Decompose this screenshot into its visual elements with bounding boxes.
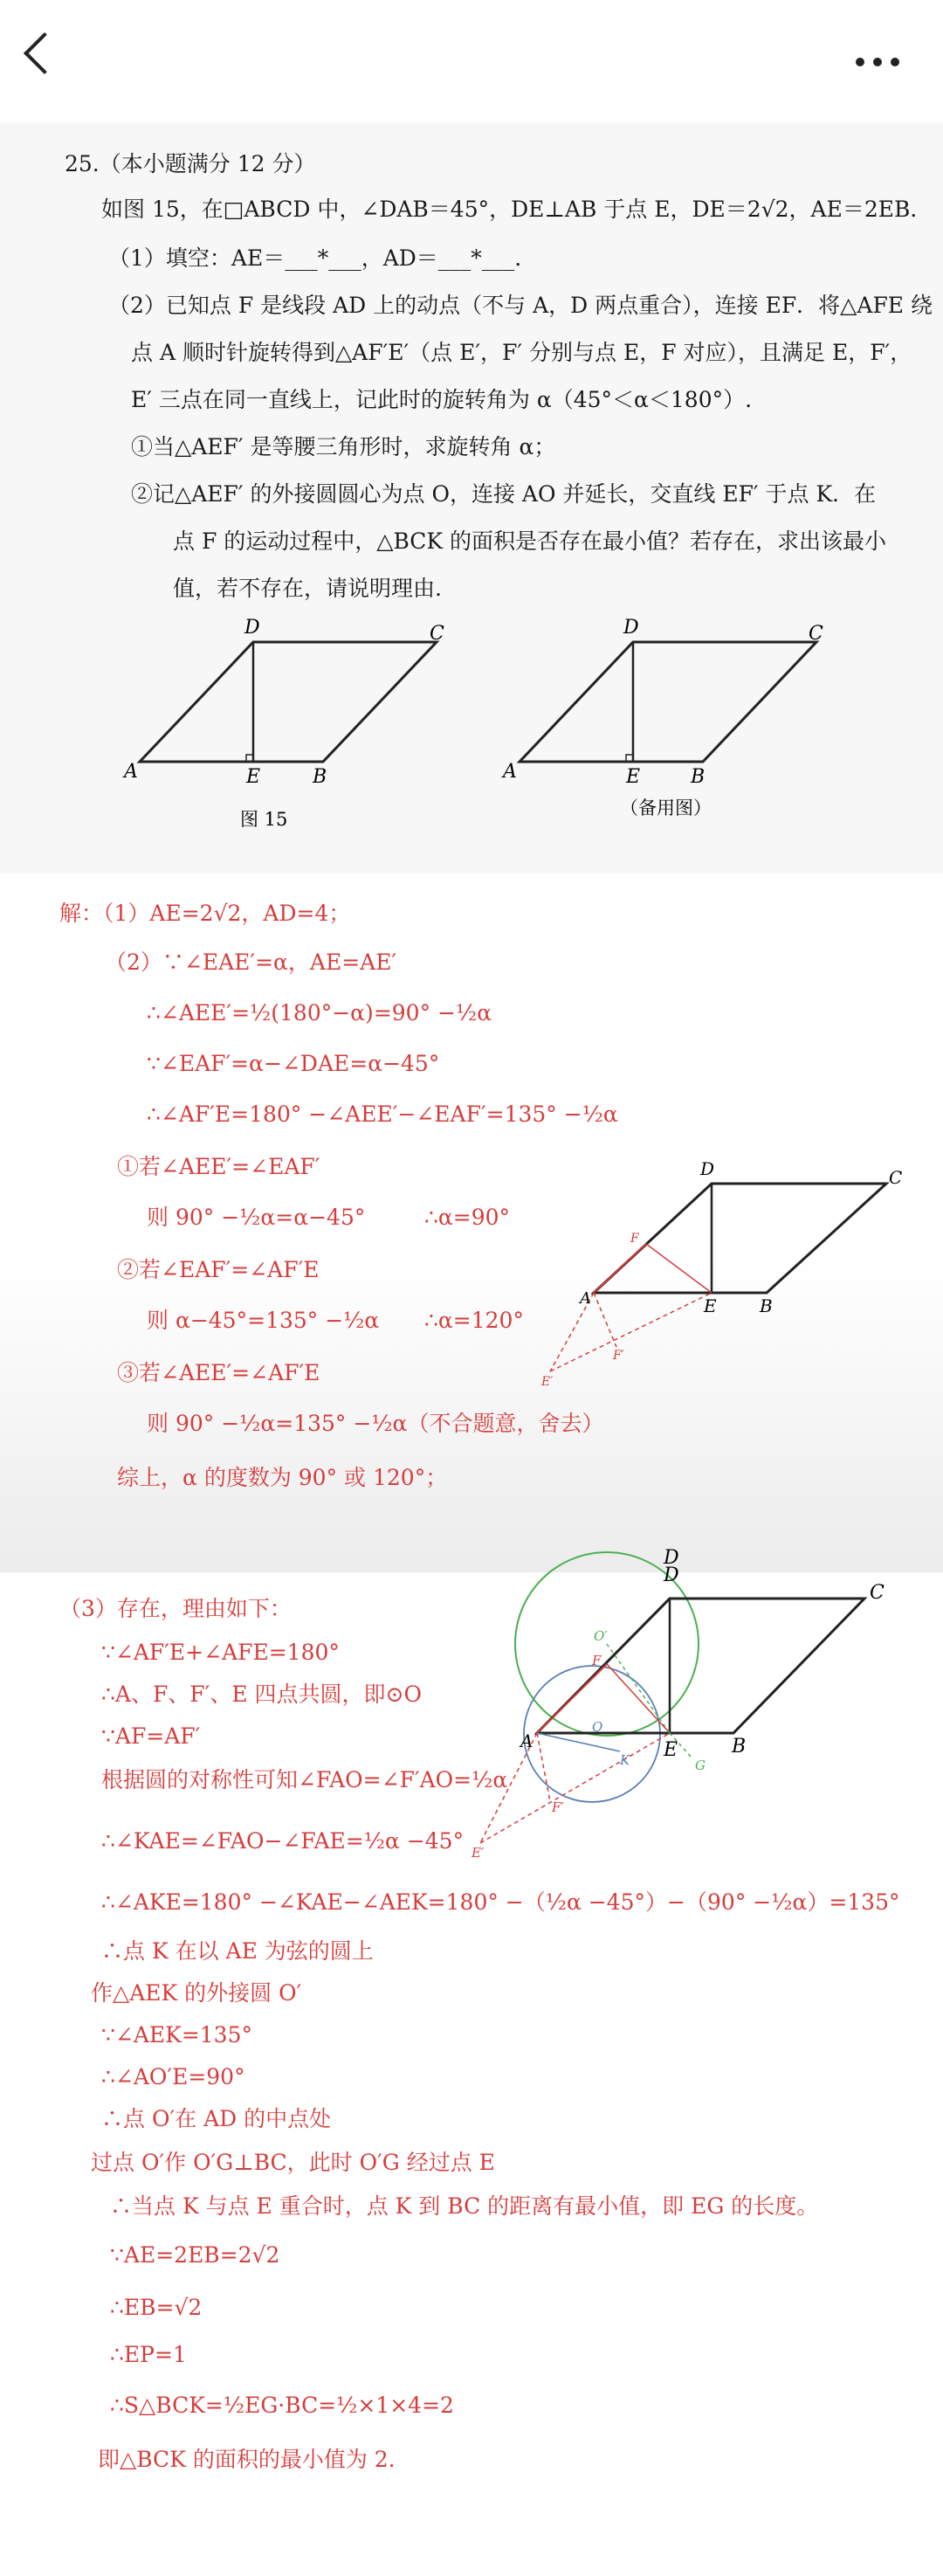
question-1: （1）填空：AE＝___*___，AD＝___*___. — [108, 245, 522, 271]
label-o: O — [592, 1719, 603, 1735]
solution-line: ∴EP=1 — [110, 2342, 187, 2367]
label-c: C — [430, 623, 444, 645]
spare-figure-caption: （备用图） — [620, 798, 712, 818]
label-d: D — [700, 1158, 715, 1179]
label-k: K — [620, 1752, 630, 1768]
segment-e-prime-e — [550, 1293, 712, 1371]
figure-15-caption: 图 15 — [240, 809, 288, 830]
solution-line: ∵∠EAF′=α−∠DAE=α−45° — [147, 1051, 440, 1076]
solution-line: ∴∠AF′E=180° −∠AEE′−∠EAF′=135° −½α — [147, 1102, 618, 1127]
segment-af-prime — [537, 1733, 550, 1801]
label-e: E — [626, 766, 641, 788]
spare-figure — [489, 611, 864, 839]
question-2-line3: E′ 三点在同一直线上，记此时的旋转角为 α（45°＜α＜180°）. — [131, 387, 753, 412]
label-c: C — [870, 1582, 884, 1604]
solution-line: （3）存在，理由如下： — [59, 1596, 292, 1621]
label-c: C — [889, 1167, 903, 1188]
solution-line: ∴α=120° — [424, 1308, 524, 1333]
problem-number: 25.（本小题满分 12 分） — [65, 151, 316, 176]
solution-line: 根据圆的对称性可知∠FAO=∠F′AO=½α — [101, 1767, 508, 1792]
label-f: F — [630, 1232, 639, 1246]
solution-line: 过点 O′作 O′G⊥BC，此时 O′G 经过点 E — [91, 2150, 495, 2175]
solution-line: 作△AEK 的外接圆 O′ — [91, 1980, 302, 2006]
solution-line: ∵AE=2EB=2√2 — [110, 2242, 280, 2268]
label-a: A — [124, 761, 138, 783]
segment-e-prime-e — [480, 1733, 670, 1843]
solution-line: ∴∠AKE=180° −∠KAE−∠AEK=180° −（½α −45°）−（90° −½α）=135° — [101, 1889, 900, 1915]
solution-line: ∴∠AEE′=½(180°−α)=90° −½α — [147, 1000, 492, 1026]
solution-line: （2）∵∠EAE′=α，AE=AE′ — [105, 950, 397, 975]
solution-line: ∵∠AEK=135° — [101, 2022, 252, 2048]
label-b: B — [313, 766, 327, 788]
solution-line: ∴EB=√2 — [110, 2295, 203, 2320]
figure-15 — [105, 611, 472, 839]
label-a: A — [580, 1289, 591, 1308]
label-d: D — [244, 617, 260, 639]
label-f-prime: F′ — [552, 1799, 564, 1815]
solution-line: 则 90° −½α=135° −½α（不合题意，舍去） — [147, 1411, 604, 1436]
solution-figure-3 — [454, 1546, 926, 1869]
label-e-prime: E′ — [472, 1845, 485, 1861]
label-a: A — [520, 1730, 533, 1751]
question-2-line1: （2）已知点 F 是线段 AD 上的动点（不与 A，D 两点重合），连接 EF．将△AFE 绕 — [108, 293, 933, 318]
label-a: A — [503, 761, 517, 783]
solution-line: ∴点 O′在 AD 的中点处 — [101, 2106, 332, 2131]
segment-fe — [607, 1664, 670, 1733]
chevron-left-icon[interactable] — [24, 32, 65, 74]
label-g: G — [695, 1758, 706, 1773]
question-2-part2-line3: 值，若不存在，请说明理由. — [173, 576, 442, 601]
label-f: F — [592, 1653, 602, 1668]
solution-line: ②若∠EAF′=∠AF′E — [117, 1257, 320, 1282]
solution-line: ∴当点 K 与点 E 重合时，点 K 到 BC 的距离有最小值，即 EG 的长度。 — [110, 2193, 819, 2219]
segment-af — [594, 1244, 646, 1293]
solution-line: ∴点 K 在以 AE 为弦的圆上 — [101, 1938, 374, 1964]
label-c: C — [809, 623, 823, 645]
solution-line: ∴∠AO′E=90° — [101, 2064, 245, 2089]
label-d: D — [664, 1547, 679, 1569]
label-f-prime: F′ — [613, 1349, 624, 1363]
top-nav-bar — [0, 0, 943, 123]
label-e: E — [246, 766, 261, 788]
label-d: D — [664, 1564, 679, 1586]
solution-line: ∵∠AF′E+∠AFE=180° — [101, 1640, 340, 1665]
question-2-line2: 点 A 顺时针旋转得到△AF′E′（点 E′，F′ 分别与点 E，F 对应），且满足 E，F′， — [131, 340, 912, 365]
solution-line: ③若∠AEE′=∠AF′E — [117, 1360, 320, 1385]
question-2-part2-line1: ②记△AEF′ 的外接圆圆心为点 O，连接 AO 并延长，交直线 EF′ 于点 K．在 — [131, 481, 877, 507]
solution-line: 即△BCK 的面积的最小值为 2. — [98, 2447, 396, 2472]
segment-af-prime — [594, 1293, 616, 1347]
label-o-prime: O′ — [594, 1628, 608, 1644]
segment-fe — [646, 1244, 712, 1293]
solution-line: ①若∠AEE′=∠EAF′ — [117, 1154, 320, 1179]
label-b: B — [760, 1295, 773, 1316]
solution-line: ∴∠KAE=∠FAO−∠FAE=½α −45° — [101, 1828, 465, 1854]
label-e: E — [664, 1739, 678, 1761]
parallelogram-abcd — [140, 642, 437, 762]
segment-o-prime-e — [607, 1644, 670, 1733]
label-b: B — [732, 1736, 747, 1758]
more-dots-icon[interactable] — [856, 58, 899, 66]
label-d: D — [623, 617, 639, 639]
solution-line: 则 α−45°=135° −½α — [147, 1308, 380, 1333]
parallelogram-abcd-spare — [520, 642, 816, 762]
solution-line: ∴A、F、F′、E 四点共圆，即⊙O — [101, 1682, 422, 1707]
solution-line: ∴S△BCK=½EG·BC=½×1×4=2 — [110, 2393, 454, 2418]
label-e-prime: E′ — [541, 1375, 554, 1389]
label-b: B — [691, 766, 706, 788]
solution-line: ∴α=90° — [424, 1205, 511, 1230]
solution-line: 综上，α 的度数为 90° 或 120°； — [117, 1465, 448, 1490]
label-e: E — [704, 1295, 717, 1316]
question-2-part2-line2: 点 F 的运动过程中，△BCK 的面积是否存在最小值？若存在，求出该最小 — [173, 528, 887, 554]
problem-stem: 如图 15，在□ABCD 中，∠DAB＝45°，DE⊥AB 于点 E，DE＝2√2，AE＝2EB． — [101, 197, 933, 222]
solution-figure-2 — [541, 1153, 917, 1406]
solution-line: ∵AF=AF′ — [101, 1723, 201, 1749]
question-2-part1: ①当△AEF′ 是等腰三角形时，求旋转角 α； — [131, 434, 556, 459]
solution-line: 则 90° −½α=α−45° — [147, 1205, 366, 1230]
solution-line: 解：（1）AE=2√2，AD=4； — [59, 901, 351, 926]
